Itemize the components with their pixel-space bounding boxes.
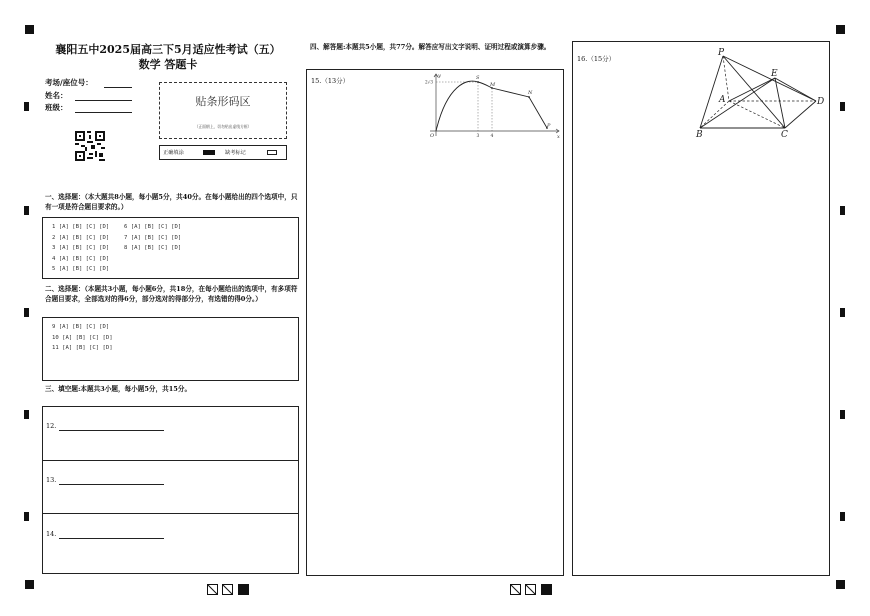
question-15-answer-box[interactable] — [306, 69, 564, 576]
choice-row[interactable]: 5 [A] [B] [C] [D] — [52, 266, 110, 272]
name-field[interactable] — [75, 100, 132, 101]
q16-vertex-a: A — [719, 95, 726, 105]
corner-mark-top-left — [25, 25, 34, 34]
timing-mark — [840, 102, 845, 111]
q15-point-p: P — [547, 123, 551, 129]
timing-mark — [840, 512, 845, 521]
timing-mark — [24, 102, 29, 111]
name-label: 姓名： — [45, 91, 68, 100]
question-12-number: 12. — [46, 422, 57, 430]
correct-fill-sample — [203, 150, 215, 155]
divider — [42, 460, 299, 461]
question-16-number: 16.（15分） — [577, 55, 616, 63]
q16-vertex-b: B — [696, 130, 703, 140]
marking-legend — [159, 145, 287, 160]
corner-mark-top-right — [836, 25, 845, 34]
q15-axis-y-label: y — [438, 73, 441, 79]
qr-code — [75, 131, 105, 165]
answer-12-blank[interactable] — [59, 430, 164, 431]
barcode-title: 贴条形码区 — [195, 95, 251, 108]
page-code-marks-right — [510, 581, 554, 600]
q16-vertex-c: C — [781, 130, 788, 140]
timing-mark — [24, 308, 29, 317]
q16-vertex-p: P — [718, 48, 725, 58]
section3-heading: 三、填空题:本题共3小题，每小题5分，共15分。 — [45, 385, 192, 393]
section4-heading: 四、解答题:本题共5小题，共77分。解答应写出文字说明、证明过程或演算步骤。 — [310, 43, 551, 51]
answer-14-blank[interactable] — [59, 538, 164, 539]
q15-axis-x-label: x — [557, 134, 560, 140]
timing-mark — [840, 308, 845, 317]
barcode-note: （正面朝上，切勿贴出虚线方框） — [194, 124, 252, 129]
q15-point-m: M — [490, 82, 496, 88]
q15-origin-label: O — [430, 133, 435, 139]
timing-mark — [24, 512, 29, 521]
barcode-area — [159, 82, 287, 139]
q16-vertex-e: E — [771, 69, 778, 79]
choice-row[interactable]: 10 [A] [B] [C] [D] — [52, 334, 113, 341]
q15-y-tick-label: 2√3 — [425, 79, 433, 85]
class-label: 班级： — [45, 103, 68, 112]
choice-row[interactable]: 2 [A] [B] [C] [D] — [52, 234, 110, 241]
choice-row[interactable]: 4 [A] [B] [C] [D] — [52, 255, 110, 262]
absent-mark-label: 缺考标记 — [225, 150, 246, 156]
exam-title: 襄阳五中2025届高三下5月适应性考试（五） — [55, 43, 281, 56]
seat-number-label: 考场/座位号： — [45, 78, 93, 87]
question-14-number: 14. — [46, 530, 57, 538]
q16-pyramid-figure — [692, 44, 828, 144]
absent-mark-checkbox[interactable] — [267, 150, 277, 155]
choice-row[interactable]: 8 [A] [B] [C] [D] — [124, 245, 182, 251]
q15-point-n: N — [528, 90, 533, 96]
choice-row[interactable]: 1 [A] [B] [C] [D] — [52, 224, 110, 230]
corner-mark-bottom-left — [25, 580, 34, 589]
choice-row[interactable]: 9 [A] [B] [C] [D] — [52, 324, 110, 330]
question-15-number: 15.（13分） — [311, 77, 350, 85]
divider — [42, 513, 299, 514]
corner-mark-bottom-right — [836, 580, 845, 589]
timing-mark — [840, 206, 845, 215]
q15-function-graph — [425, 70, 565, 144]
section3-answer-box — [42, 406, 299, 574]
correct-fill-label: 正确填涂 — [163, 150, 184, 156]
choice-row[interactable]: 11 [A] [B] [C] [D] — [52, 345, 113, 351]
timing-mark — [24, 410, 29, 419]
exam-subtitle: 数学 答题卡 — [138, 58, 198, 71]
question-13-number: 13. — [46, 476, 57, 484]
answer-13-blank[interactable] — [59, 484, 164, 485]
seat-number-field[interactable] — [104, 87, 132, 88]
q15-x-tick-4: 4 — [490, 134, 494, 139]
section2-heading: 二、选择题：（本题共3小题，每小题6分，共18分，在每小题给出的选项中，有多项符合题目要求，全部选对的得6分，部分选对的得部分分，有选错的得0分。） — [45, 285, 298, 303]
choice-row[interactable]: 6 [A] [B] [C] [D] — [124, 224, 182, 230]
q16-vertex-d: D — [817, 97, 825, 107]
choice-row[interactable]: 3 [A] [B] [C] [D] — [52, 245, 110, 251]
timing-mark — [840, 410, 845, 419]
q15-x-tick-3: 3 — [476, 134, 480, 139]
choice-row[interactable]: 7 [A] [B] [C] [D] — [124, 234, 182, 241]
class-field[interactable] — [75, 112, 132, 113]
timing-mark — [24, 206, 29, 215]
section1-heading: 一、选择题：（本大题共8小题，每小题5分，共40分。在每小题给出的四个选项中，只有一项是符合题目要求的。） — [45, 193, 298, 211]
page-code-marks-left — [207, 581, 251, 600]
q15-point-s: S — [476, 75, 480, 81]
